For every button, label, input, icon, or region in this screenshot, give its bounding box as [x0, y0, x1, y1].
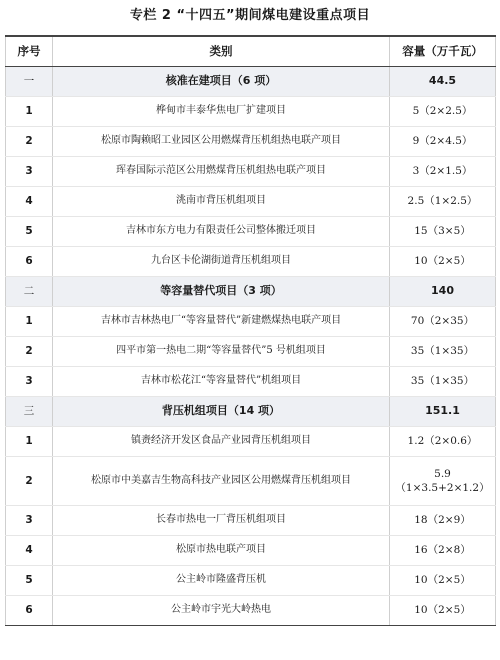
- table-title: 专栏 2 “十四五”期间煤电建设重点项目: [129, 8, 371, 23]
- project-capacity: 10（2×5）: [390, 595, 496, 625]
- table-row: [6, 595, 496, 625]
- project-capacity: 16（2×8）: [390, 535, 496, 565]
- row-number: 3: [6, 156, 53, 186]
- table-row: [6, 156, 496, 186]
- project-name: 吉林市东方电力有限责任公司整体搬迁项目: [53, 216, 390, 246]
- table-row: [6, 366, 496, 396]
- project-capacity: 5.9（1×3.5+2×1.2）: [390, 456, 496, 505]
- section-name: 核准在建项目（6 项）: [53, 66, 390, 96]
- table-row: [6, 246, 496, 276]
- project-name: 长春市热电一厂背压机组项目: [53, 505, 390, 535]
- row-number: 2: [6, 126, 53, 156]
- header-no: 序号: [6, 36, 53, 66]
- row-number: 1: [6, 306, 53, 336]
- section-name: 等容量替代项目（3 项）: [53, 276, 390, 306]
- project-capacity: 18（2×9）: [390, 505, 496, 535]
- row-number: 4: [6, 186, 53, 216]
- project-name: 松原市陶赖昭工业园区公用燃煤背压机组热电联产项目: [53, 126, 390, 156]
- project-capacity: 1.2（2×0.6）: [390, 426, 496, 456]
- table-row: [6, 505, 496, 535]
- section-row: [6, 396, 496, 426]
- header-row: [6, 36, 496, 66]
- table-row: [6, 456, 496, 505]
- project-name: 珲春国际示范区公用燃煤背压机组热电联产项目: [53, 156, 390, 186]
- project-capacity: 3（2×1.5）: [390, 156, 496, 186]
- project-capacity: 70（2×35）: [390, 306, 496, 336]
- row-number: 2: [6, 336, 53, 366]
- project-name: 公主岭市隆盛背压机: [53, 565, 390, 595]
- projects-table: [5, 35, 496, 626]
- project-capacity: 15（3×5）: [390, 216, 496, 246]
- project-name: 桦甸市丰泰华焦电厂扩建项目: [53, 96, 390, 126]
- section-capacity: 151.1: [390, 396, 496, 426]
- project-name: 洮南市背压机组项目: [53, 186, 390, 216]
- table-row: [6, 96, 496, 126]
- section-number: 一: [6, 66, 53, 96]
- table-row: [6, 216, 496, 246]
- row-number: 1: [6, 96, 53, 126]
- project-capacity: 35（1×35）: [390, 336, 496, 366]
- table-row: [6, 426, 496, 456]
- project-capacity: 35（1×35）: [390, 366, 496, 396]
- row-number: 5: [6, 565, 53, 595]
- section-capacity: 44.5: [390, 66, 496, 96]
- project-capacity: 5（2×2.5）: [390, 96, 496, 126]
- table-row: [6, 535, 496, 565]
- project-name: 吉林市吉林热电厂“等容量替代”新建燃煤热电联产项目: [53, 306, 390, 336]
- table-row: [6, 186, 496, 216]
- section-row: [6, 276, 496, 306]
- project-name: 松原市中美嘉吉生物高科技产业园区公用燃煤背压机组项目: [53, 456, 390, 505]
- table-row: [6, 565, 496, 595]
- project-name: 镇赉经济开发区食品产业园背压机组项目: [53, 426, 390, 456]
- section-row: [6, 66, 496, 96]
- project-capacity: 9（2×4.5）: [390, 126, 496, 156]
- section-capacity: 140: [390, 276, 496, 306]
- section-name: 背压机组项目（14 项）: [53, 396, 390, 426]
- row-number: 5: [6, 216, 53, 246]
- project-name: 四平市第一热电二期“等容量替代”5 号机组项目: [53, 336, 390, 366]
- project-capacity: 10（2×5）: [390, 565, 496, 595]
- row-number: 3: [6, 366, 53, 396]
- table-row: [6, 336, 496, 366]
- table-row: [6, 126, 496, 156]
- row-number: 4: [6, 535, 53, 565]
- row-number: 6: [6, 246, 53, 276]
- project-name: 公主岭市宇光大岭热电: [53, 595, 390, 625]
- project-name: 松原市热电联产项目: [53, 535, 390, 565]
- project-capacity: 10（2×5）: [390, 246, 496, 276]
- table-row: [6, 306, 496, 336]
- row-number: 2: [6, 456, 53, 505]
- project-name: 九台区卡伦湖街道背压机组项目: [53, 246, 390, 276]
- section-number: 三: [6, 396, 53, 426]
- row-number: 1: [6, 426, 53, 456]
- row-number: 6: [6, 595, 53, 625]
- header-capacity: 容量（万千瓦）: [390, 36, 496, 66]
- project-capacity: 2.5（1×2.5）: [390, 186, 496, 216]
- section-number: 二: [6, 276, 53, 306]
- header-category: 类别: [53, 36, 390, 66]
- project-name: 吉林市松花江“等容量替代”机组项目: [53, 366, 390, 396]
- row-number: 3: [6, 505, 53, 535]
